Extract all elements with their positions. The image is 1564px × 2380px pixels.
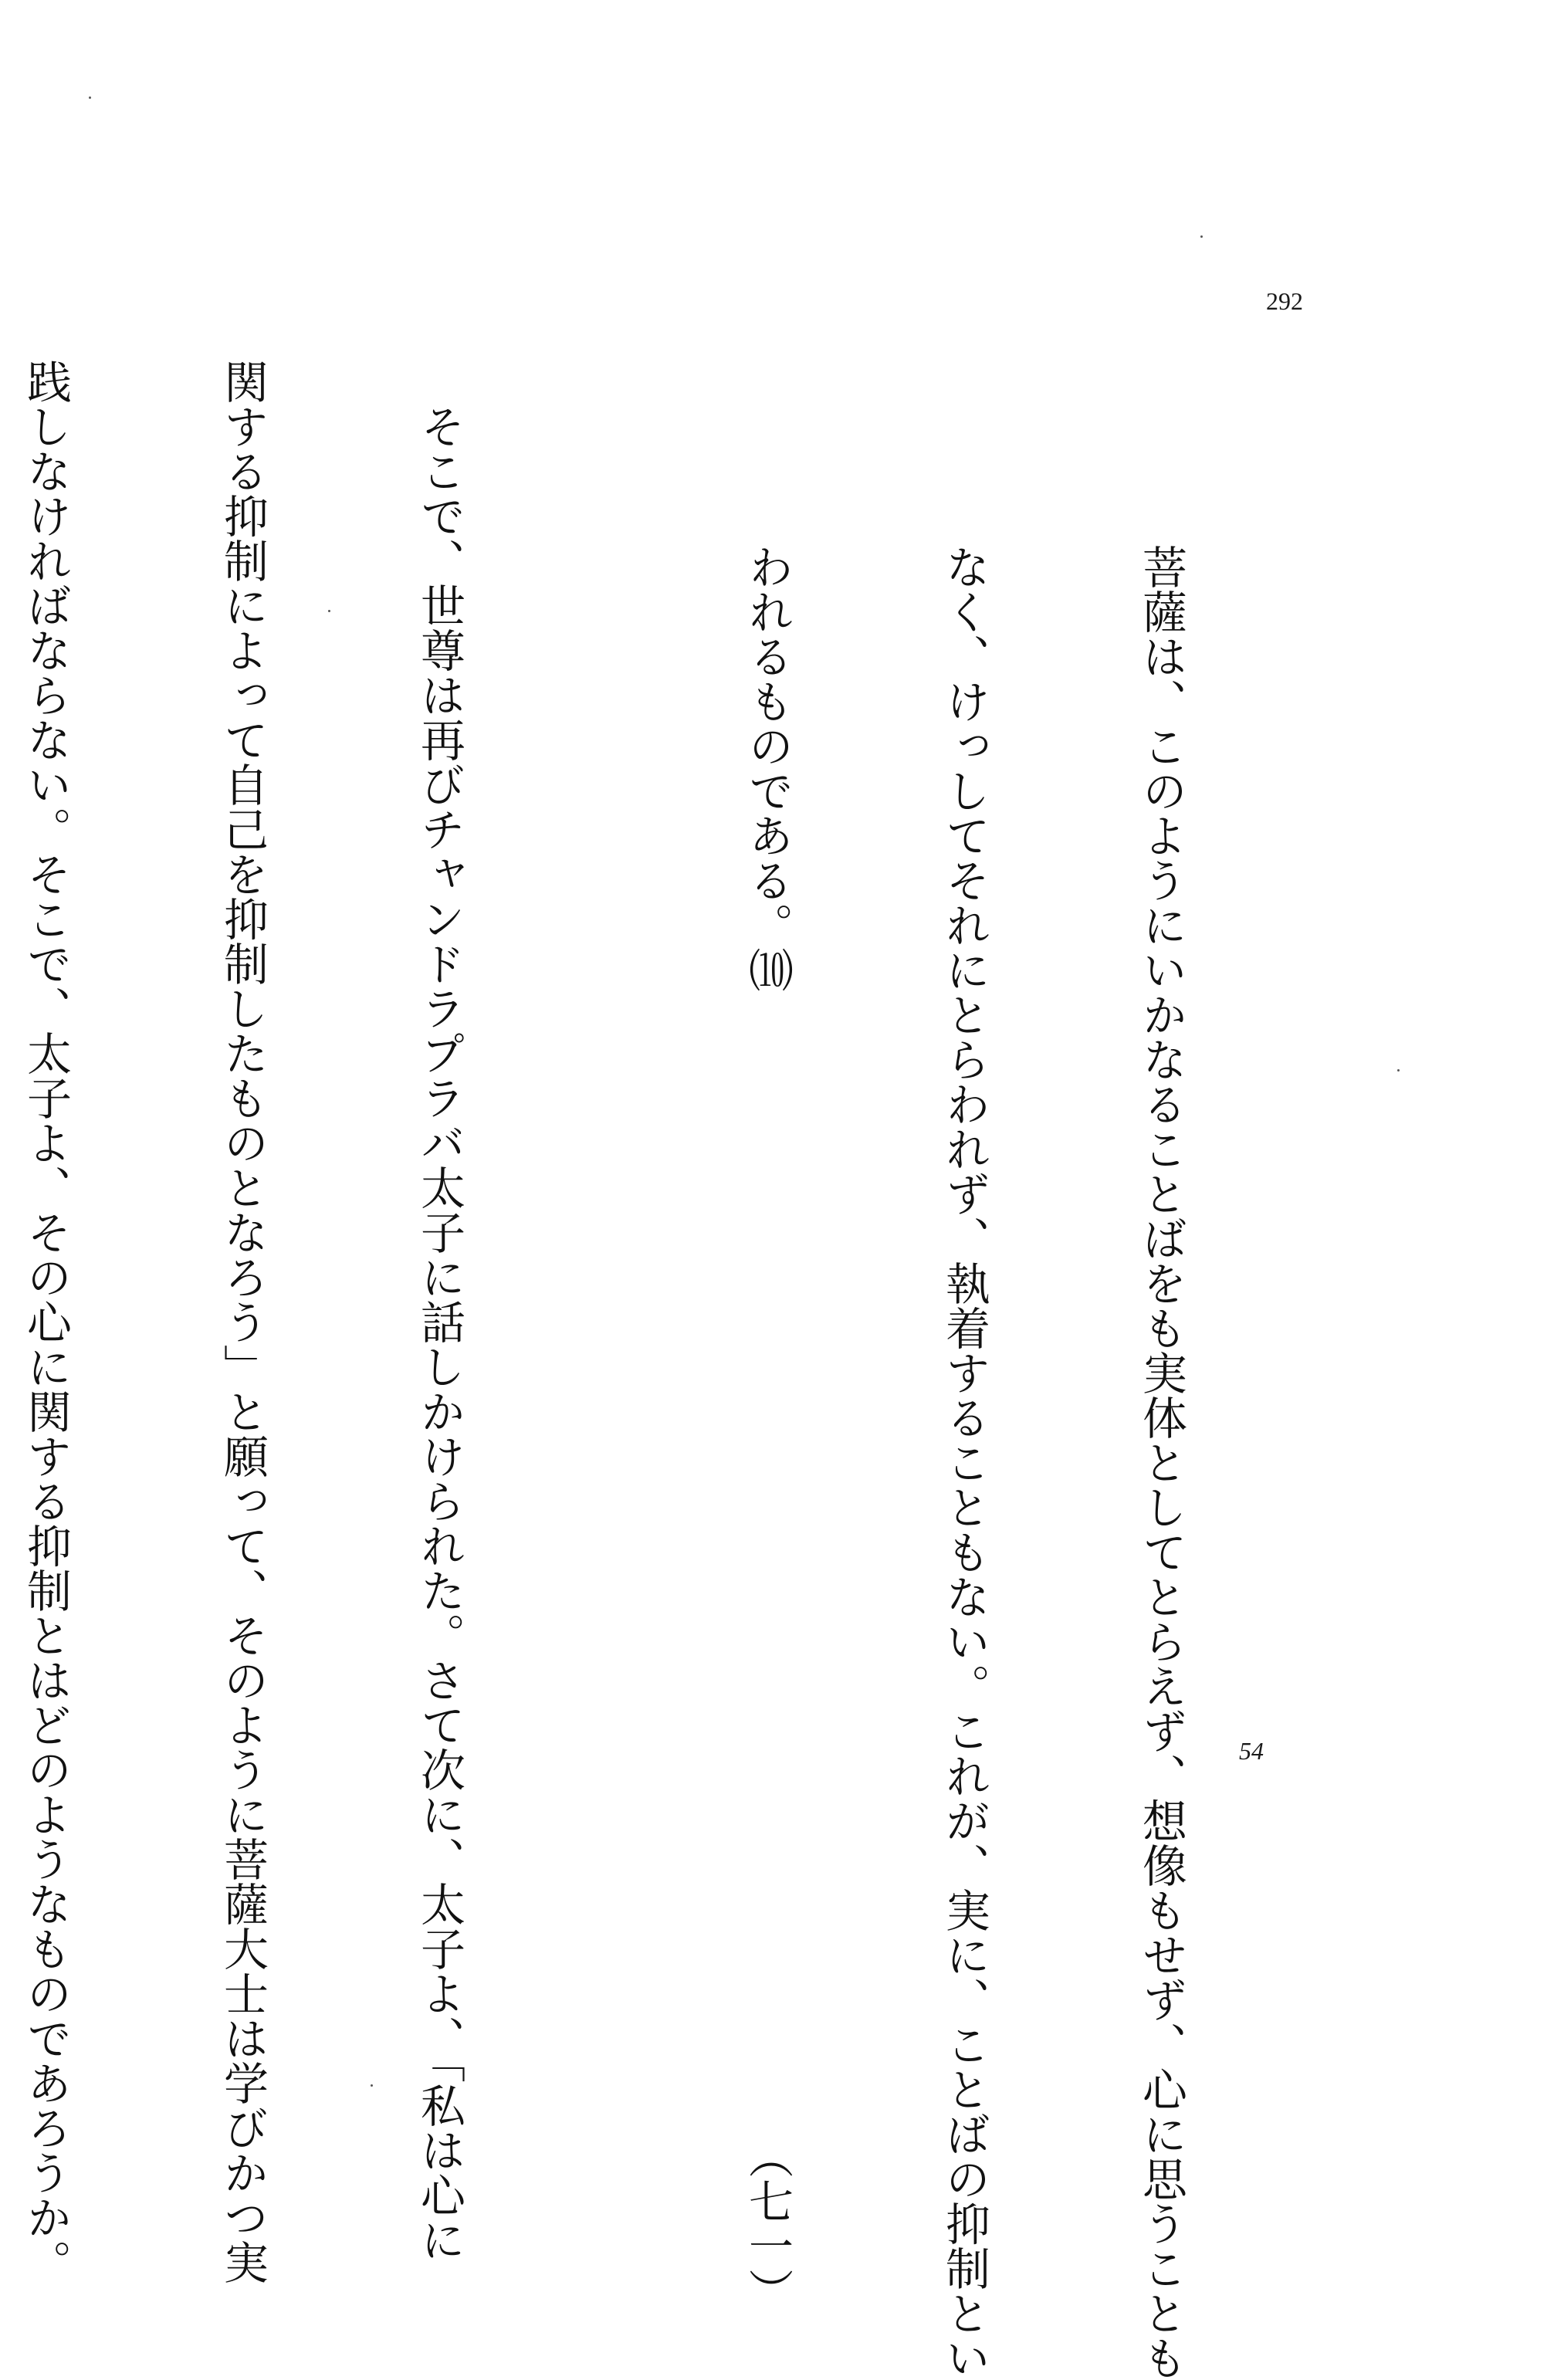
text-column: 践しなければならない。そこで、太子よ、その心に関する抑制とはどのようなものであろうか。 <box>19 359 72 2284</box>
text-column: 関する抑制によって自己を抑制したものとなろう」と願って、そのように菩薩大士は学びかつ実 <box>216 359 269 2284</box>
scan-speck <box>89 96 91 99</box>
scan-speck <box>371 2084 373 2087</box>
text-column: そこで、世尊は再びチャンドラプラバ太子に話しかけられた。さて次に、太子よ、「私は心に <box>413 404 465 2262</box>
header-page-number: 292 <box>1266 287 1303 315</box>
footer-page-number: 54 <box>1239 1737 1264 1765</box>
text-column: われるものである。⑽ （七一） <box>741 544 794 2313</box>
scan-speck <box>328 610 330 612</box>
text-column: なく、けっしてそれにとらわれず、執着することもない。これが、実に、ことばの抑制とい <box>938 544 990 2380</box>
scan-speck <box>1397 1069 1400 1072</box>
scan-speck <box>1200 235 1203 238</box>
text-column: 菩薩は、このようにいかなることばをも実体としてとらえず、想像もせず、心に思うことも <box>1135 544 1187 2380</box>
